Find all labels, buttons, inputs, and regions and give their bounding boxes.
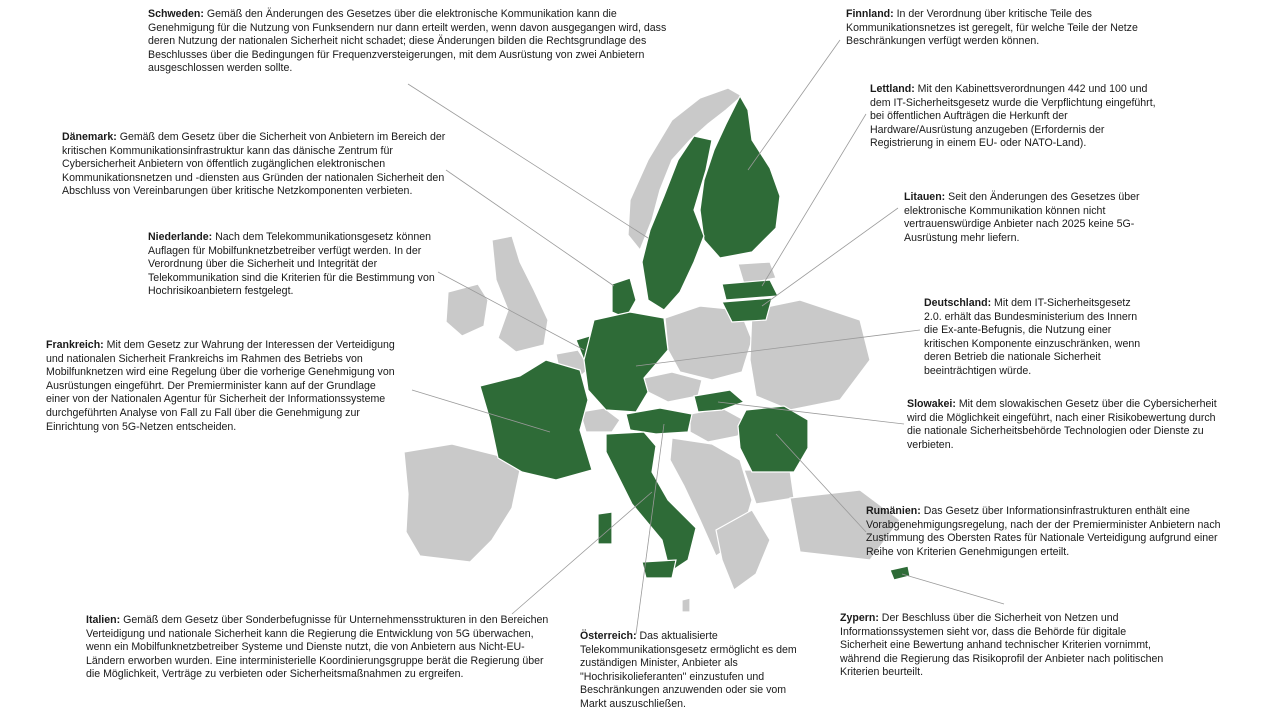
country-slovakia <box>694 390 744 412</box>
callout-slowakei <box>907 398 1219 452</box>
country-iberia <box>404 444 520 562</box>
callout-niederlande <box>148 231 438 299</box>
callout-slowakei-text: Mit dem slowakischen Gesetz über die Cybersicherheit wird die Möglichkeit eingeführt, nach einer Risikobewertung durch die nationale Sicherheitsbehörde Technologien oder Dienste zu verbieten. <box>907 398 1217 451</box>
country-belarus-ukraine <box>750 300 870 410</box>
country-switzerland <box>580 408 620 432</box>
callout-schweden-name: Schweden: <box>148 8 204 20</box>
callout-frankreich-name: Frankreich: <box>46 339 104 351</box>
callout-deutschland-text: Mit dem IT-Sicherheitsgesetz 2.0. erhält das Bundesministerium des Innern die Ex-ante-Befugnis, die Nutzung einer kritischen Komponente einzuschränken, wenn deren Betrieb die nationale Sicherheit beeinträchtigen würde. <box>924 297 1141 377</box>
country-germany <box>584 312 668 412</box>
callout-oesterreich <box>580 630 802 712</box>
callout-litauen-text: Seit den Änderungen des Gesetzes über elektronische Kommunikation können nicht vertrauenswürdige Anbieter nach 2025 keine 5G-Ausrüstung mehr liefern. <box>904 191 1140 244</box>
callout-lettland-name: Lettland: <box>870 83 915 95</box>
callout-niederlande-name: Niederlande: <box>148 231 213 243</box>
callout-rumaenien <box>866 505 1238 559</box>
leader-italien <box>512 492 652 614</box>
callout-deutschland <box>924 297 1142 379</box>
country-latvia <box>722 280 778 300</box>
country-hungary <box>690 408 744 442</box>
callout-finnland-text: In der Verordnung über kritische Teile des Kommunikationsnetzes ist geregelt, für welche Teile der Netze Beschränkungen verfügt werden können. <box>846 8 1138 48</box>
callout-oesterreich-name: Österreich: <box>580 630 637 642</box>
country-ireland <box>446 284 488 336</box>
callout-schweden <box>148 8 668 76</box>
callout-rumaenien-name: Rumänien: <box>866 505 921 517</box>
country-cyprus <box>890 566 910 580</box>
country-czechia <box>644 372 702 402</box>
callout-zypern <box>840 612 1168 680</box>
country-malta <box>682 598 690 612</box>
callout-finnland-name: Finnland: <box>846 8 894 20</box>
callout-lettland <box>870 83 1166 151</box>
callout-zypern-name: Zypern: <box>840 612 879 624</box>
callout-litauen <box>904 191 1174 245</box>
country-sardinia <box>598 512 612 544</box>
leader-daenemark <box>446 170 614 286</box>
callout-italien-name: Italien: <box>86 614 121 626</box>
callout-frankreich-text: Mit dem Gesetz zur Wahrung der Interessen der Verteidigung und nationalen Sicherheit Frankreichs im Rahmen des Betriebs von Mobilfunknetzen wird eine Regelung über die vorherige Genehmigung von Ausrüstungen eingeführt. Der Premierminister kann auf der Grundlage einer von der Nationalen Agentur für Sicherheit der Informationssysteme durchgeführten Analyse von Fall zu Fall über die Genehmigung zur Einrichtung von 5G-Netzen entscheiden. <box>46 339 395 433</box>
callout-italien <box>86 614 556 682</box>
callout-finnland <box>846 8 1176 49</box>
callout-rumaenien-text: Das Gesetz über Informationsinfrastrukturen enthält eine Vorabgenehmigungsregelung, nach der der Premierminister Anbietern nach Zustimmung des Obersten Rates für Nationale Verteidigung aufgrund einer Reihe von Kriterien Genehmigungen erteilt. <box>866 505 1221 558</box>
callout-niederlande-text: Nach dem Telekommunikationsgesetz können Auflagen für Mobilfunknetzbetreiber verfügt werden. In der Verordnung über die Sicherheit und Integrität der Telekommunikation sind die Kriterien für die Bestimmung von Hochrisikoanbietern festgelegt. <box>148 231 435 298</box>
country-sicily <box>642 560 676 578</box>
callout-oesterreich-text: Das aktualisierte Telekommunikationsgesetz ermöglicht es dem zuständigen Minister, Anbieter als "Hochrisikolieferanten" einzustufen und Beschränkungen anzuwenden oder sie vom Markt auszuschließen. <box>580 630 797 710</box>
country-romania <box>738 406 808 472</box>
callout-zypern-text: Der Beschluss über die Sicherheit von Netzen und Informationssystemen sieht vor, dass die Behörde für digitale Sicherheit eine Bewertung anhand technischer Kriterien vornimmt, während die Regierung das Risikoprofil der Anbieter nach politischen Kriterien beurteilt. <box>840 612 1164 679</box>
leader-finnland <box>748 40 840 170</box>
callout-daenemark-text: Gemäß dem Gesetz über die Sicherheit von Anbietern im Bereich der kritischen Kommunikationsinfrastruktur kann das dänische Zentrum für Cybersicherheit Anbietern von öffentlich zugänglichen elektronischen Kommunikationsnetzen und -diensten aus Gründen der nationalen Sicherheit den Abschluss von Vereinbarungen über kritische Netzkomponenten verbieten. <box>62 131 446 198</box>
callout-lettland-text: Mit den Kabinettsverordnungen 442 und 100 und dem IT-Sicherheitsgesetz wurde die Verpflichtung eingeführt, bei öffentlichen Aufträgen die Herkunft der Hardware/Ausrüstung anzugeben (Erfordernis der Registrierung in einem EU- oder NATO-Land). <box>870 83 1156 150</box>
callout-slowakei-name: Slowakei: <box>907 398 956 410</box>
callout-daenemark <box>62 131 452 199</box>
callout-frankreich <box>46 339 402 434</box>
leader-zypern <box>902 574 1004 604</box>
callout-litauen-name: Litauen: <box>904 191 946 203</box>
callout-daenemark-name: Dänemark: <box>62 131 117 143</box>
leader-litauen <box>762 208 898 306</box>
country-austria <box>626 408 692 434</box>
callout-schweden-text: Gemäß den Änderungen des Gesetzes über die elektronische Kommunikation kann die Genehmigung für die Nutzung von Funksendern nur dann erteilt werden, wenn davon ausgegangen wird, dass deren Nutzung der nationalen Sicherheit nicht schadet; diese Änderungen bilden die Rechtsgrundlage des Beschlusses über die Bedingungen für Frequenzversteigerungen, mit dem Ausrüstung von zwei Anbietern ausgeschlossen werden sollte. <box>148 8 667 75</box>
callout-italien-text: Gemäß dem Gesetz über Sonderbefugnisse für Unternehmensstrukturen in den Bereichen Verteidigung und nationale Sicherheit kann die Regierung die Entwicklung von 5G überwachen, wenn ein Mobilfunknetzbetreiber Systeme und Dienste nutzt, die von Anbietern aus Nicht-EU-Ländern erworben wurden. Eine interministerielle Koordinierungsgruppe berät die Regierung über die Möglichkeit, Verträge zu verbieten oder Sicherheitsmaßnahmen zu ergreifen. <box>86 614 549 681</box>
country-uk <box>492 236 548 352</box>
callout-deutschland-name: Deutschland: <box>924 297 992 309</box>
